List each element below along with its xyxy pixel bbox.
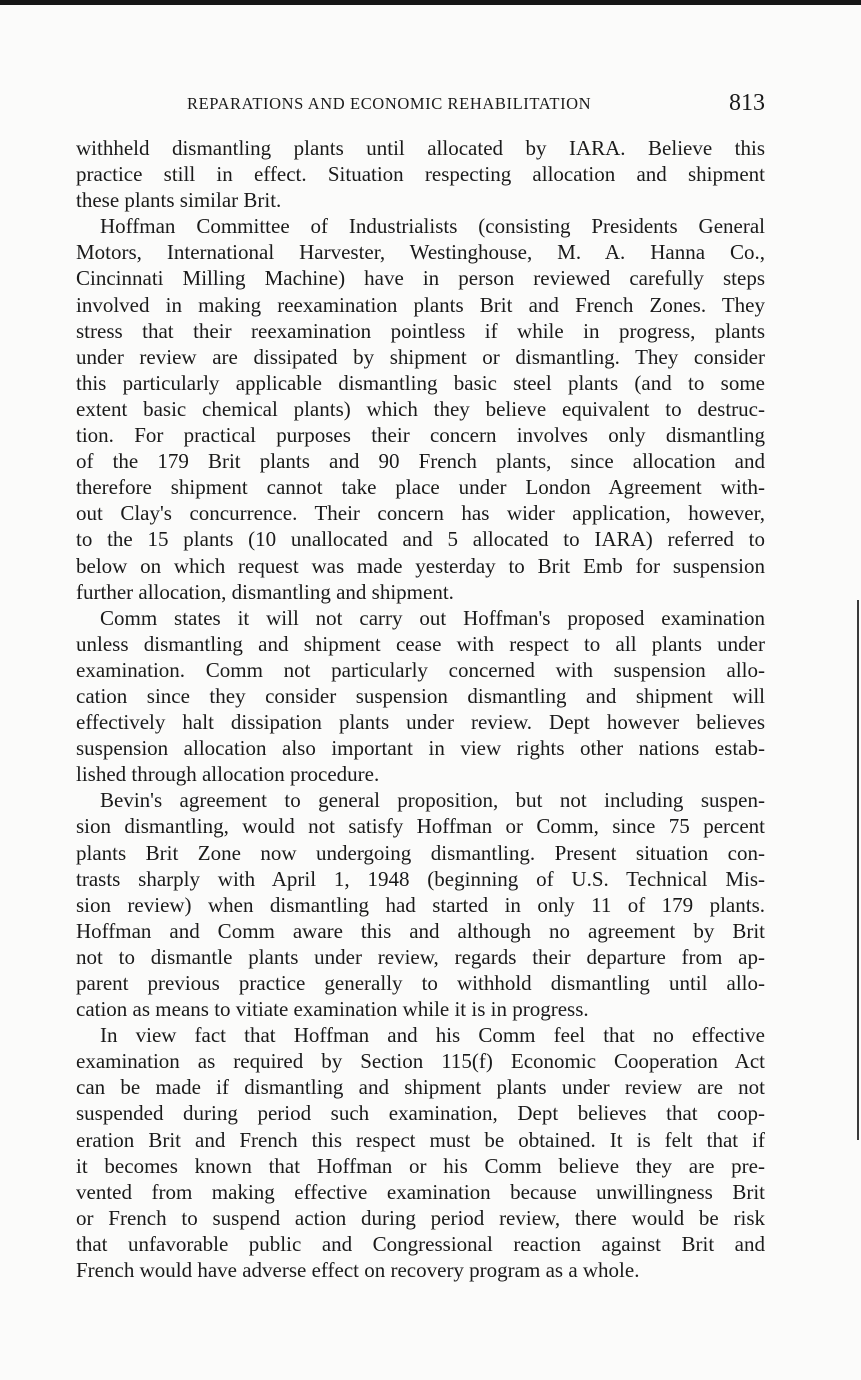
text-line: below on which request was made yesterday to Brit Emb for suspension xyxy=(76,553,765,578)
text-line: Motors, International Harvester, Westinghouse, M. A. Hanna Co., xyxy=(76,240,765,265)
text-line: or French to suspend action during period review, there would be risk xyxy=(76,1205,765,1230)
text-line: vented from making effective examination because unwillingness Brit xyxy=(76,1179,765,1204)
text-line: suspension allocation also important in view rights other nations estab- xyxy=(76,736,765,761)
text-line: unless dismantling and shipment cease with respect to all plants under xyxy=(76,631,765,656)
text-line: sion dismantling, would not satisfy Hoffman or Comm, since 75 percent xyxy=(76,814,765,839)
text-line: Hoffman Committee of Industrialists (consisting Presidents General xyxy=(100,214,765,239)
text-line: out Clay's concurrence. Their concern has wider application, however, xyxy=(76,501,765,526)
text-line: can be made if dismantling and shipment plants under review are not xyxy=(76,1075,765,1100)
right-edge-rule xyxy=(857,600,859,1140)
text-line: examination. Comm not particularly concerned with suspension allo- xyxy=(76,657,765,682)
text-line: tion. For practical purposes their concern involves only dismantling xyxy=(76,423,765,448)
text-line: under review are dissipated by shipment or dismantling. They consider xyxy=(76,344,765,369)
text-line: suspended during period such examination, Dept believes that coop- xyxy=(76,1101,765,1126)
text-line: cation since they consider suspension dismantling and shipment will xyxy=(76,683,765,708)
body-text xyxy=(76,135,765,1283)
text-line: further allocation, dismantling and shipment. xyxy=(76,579,454,604)
text-line: this particularly applicable dismantling basic steel plants (and to some xyxy=(76,370,765,395)
text-line: cation as means to vitiate examination while it is in progress. xyxy=(76,997,589,1022)
text-line: of the 179 Brit plants and 90 French plants, since allocation and xyxy=(76,449,765,474)
text-line: sion review) when dismantling had started in only 11 of 179 plants. xyxy=(76,892,765,917)
text-line: Comm states it will not carry out Hoffman's proposed examination xyxy=(100,605,765,630)
page-header xyxy=(187,90,765,120)
text-line: extent basic chemical plants) which they believe equivalent to destruc- xyxy=(76,396,765,421)
text-line: stress that their reexamination pointless if while in progress, plants xyxy=(76,318,765,343)
text-line: eration Brit and French this respect must be obtained. It is felt that if xyxy=(76,1127,765,1152)
text-line: Bevin's agreement to general proposition, but not including suspen- xyxy=(100,788,765,813)
paragraph xyxy=(76,135,765,213)
text-line: practice still in effect. Situation respecting allocation and shipment xyxy=(76,162,765,187)
text-line: withheld dismantling plants until allocated by IARA. Believe this xyxy=(76,136,765,160)
text-line: In view fact that Hoffman and his Comm feel that no effective xyxy=(100,1023,765,1048)
text-line: effectively halt dissipation plants under review. Dept however believes xyxy=(76,710,765,735)
text-line: therefore shipment cannot take place under London Agreement with- xyxy=(76,475,765,500)
text-line: not to dismantle plants under review, regards their departure from ap- xyxy=(76,944,765,969)
text-line: Hoffman and Comm aware this and although no agreement by Brit xyxy=(76,918,765,943)
top-edge-rule xyxy=(0,0,861,5)
paragraph xyxy=(76,787,765,1022)
text-line: lished through allocation procedure. xyxy=(76,762,380,787)
text-line: plants Brit Zone now undergoing dismantling. Present situation con- xyxy=(76,840,765,865)
text-line: trasts sharply with April 1, 1948 (beginning of U.S. Technical Mis- xyxy=(76,866,765,891)
text-line: French would have adverse effect on recovery program as a whole. xyxy=(76,1258,640,1283)
paragraph xyxy=(76,605,765,788)
text-line: to the 15 plants (10 unallocated and 5 allocated to IARA) referred to xyxy=(76,527,765,552)
text-line: examination as required by Section 115(f) Economic Cooperation Act xyxy=(76,1049,765,1074)
running-head: REPARATIONS AND ECONOMIC REHABILITATION xyxy=(187,94,592,113)
text-line: involved in making reexamination plants Brit and French Zones. They xyxy=(76,292,765,317)
paragraph xyxy=(76,1022,765,1283)
text-line: parent previous practice generally to withhold dismantling until allo- xyxy=(76,971,765,995)
text-line: that unfavorable public and Congressional reaction against Brit and xyxy=(76,1231,765,1256)
text-line: Cincinnati Milling Machine) have in person reviewed carefully steps xyxy=(76,266,765,291)
text-line: these plants similar Brit. xyxy=(76,188,282,213)
paragraph xyxy=(76,213,765,604)
page-number: 813 xyxy=(729,90,765,116)
text-line: it becomes known that Hoffman or his Comm believe they are pre- xyxy=(76,1153,765,1178)
